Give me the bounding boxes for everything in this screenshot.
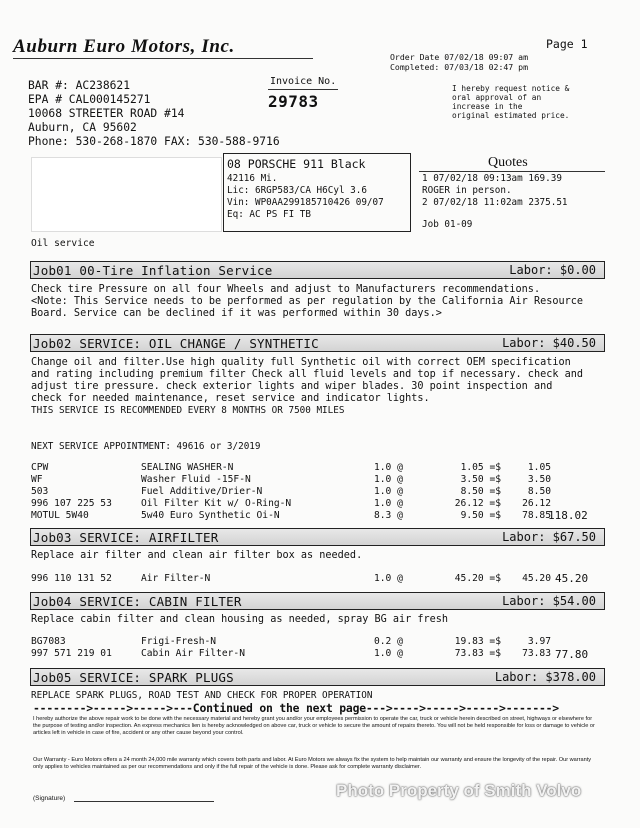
job-parts-total: 118.02 (548, 509, 588, 522)
part-desc: Oil Filter Kit w/ O-Ring-N (141, 498, 292, 509)
part-qty: 1.0 @ (374, 486, 403, 497)
signature-line (74, 801, 214, 802)
epa-number: EPA # CAL000145271 (28, 93, 151, 106)
notice-line: original estimated price. (452, 111, 570, 120)
part-price: 1.05 =$ (460, 462, 501, 473)
job-description: Replace cabin filter and clean housing as needed, spray BG air fresh (31, 614, 449, 625)
page-number: Page 1 (546, 37, 588, 51)
job-title: Job03 SERVICE: AIRFILTER (33, 530, 219, 545)
part-price: 45.20 =$ (454, 573, 501, 584)
quote-job: Job 01-09 (422, 219, 473, 230)
part-number: WF (31, 474, 43, 485)
job-header (30, 668, 605, 686)
job-description: REPLACE SPARK PLUGS, ROAD TEST AND CHECK FOR PROPER OPERATION (31, 690, 373, 701)
part-price: 26.12 =$ (454, 498, 501, 509)
part-number: 996 107 225 53 (31, 498, 112, 509)
part-ext: 1.05 (527, 462, 551, 473)
vehicle-miles: 42116 Mi. (227, 173, 278, 184)
vehicle-license: Lic: 6RGP583/CA H6Cyl 3.6 (227, 185, 367, 196)
part-desc: 5w40 Euro Synthetic Oi-N (141, 510, 280, 521)
warranty-text: Our Warranty - Euro Motors offers a 24 month 24,000 mile warranty which covers both parts and labor. At Euro Motors we always fix the system to help maintain our warranty and ensure the longevity of the repair. Our warranty only applies to vehicles maintained as per our recommendations and only if the full repair of the vehicle is done. Please ask for complete warranty disclaimer. (33, 757, 592, 770)
quote-line: 2 07/02/18 11:02am 2375.51 (422, 197, 568, 208)
job-header (30, 334, 605, 352)
part-desc: Frigi-Fresh-N (141, 636, 217, 647)
job-labor: Labor: $54.00 (502, 594, 596, 608)
job-description: Replace air filter and clean air filter box as needed. (31, 550, 363, 561)
quotes-underline (419, 171, 605, 172)
job-title: Job05 SERVICE: SPARK PLUGS (33, 670, 234, 685)
authorization-text: I hereby authorize the above repair work to be done with the necessary material and hereby grant you and/or your employees permission to operate the car, truck or vehicle herein described on street, highways or elsewhere for the purpose of testing and/or inspection. An express mechanics lien is hereby acknowledged on above car, truck or vehicle to secure the amount of repairs thereto. You will not be held responsible for loss or damage to vehicle or articles left in vehicle in case of fire, accident or any other cause beyond your control. (33, 716, 595, 736)
job-parts-total: 45.20 (555, 572, 589, 585)
signature-label: (Signature) (33, 795, 66, 802)
invoice-number: 29783 (268, 92, 319, 111)
part-number: MOTUL 5W40 (31, 510, 89, 521)
part-price: 9.50 =$ (460, 510, 501, 521)
completed-date: Completed: 07/03/18 02:47 pm (390, 62, 529, 72)
part-desc: Washer Fluid -15F-N (141, 474, 251, 485)
job-description: check for needed maintenance, reset service and indicator lights. (31, 393, 430, 404)
part-ext: 26.12 (522, 498, 551, 509)
job-description: and rating including premium filter Check all fluid levels and top if necessary. check and (31, 369, 584, 380)
job-description: <Note: This Service needs to be performed as per regulation by the California Air Resource (31, 296, 584, 307)
job-description: Change oil and filter.Use high quality full Synthetic oil with correct OEM specification (31, 357, 571, 368)
job-parts-total: 77.80 (555, 648, 589, 661)
quote-line: ROGER in person. (422, 185, 512, 196)
job-header (30, 261, 605, 279)
phone-fax: Phone: 530-268-1870 FAX: 530-588-9716 (28, 135, 280, 148)
job-labor: Labor: $0.00 (509, 263, 596, 277)
part-price: 73.83 =$ (454, 648, 501, 659)
part-qty: 1.0 @ (374, 498, 403, 509)
part-qty: 1.0 @ (374, 573, 403, 584)
notice-line: oral approval of an (452, 93, 542, 102)
part-qty: 1.0 @ (374, 648, 403, 659)
part-desc: Cabin Air Filter-N (141, 648, 245, 659)
company-name: Auburn Euro Motors, Inc. (13, 36, 235, 57)
part-ext: 78.85 (522, 510, 551, 521)
job-labor: Labor: $378.00 (494, 670, 596, 684)
part-price: 19.83 =$ (454, 636, 501, 647)
part-price: 3.50 =$ (460, 474, 501, 485)
part-number: CPW (31, 462, 49, 473)
quotes-title: Quotes (488, 155, 528, 170)
job-description: THIS SERVICE IS RECOMMENDED EVERY 8 MONTHS OR 7500 MILES (31, 405, 345, 416)
vehicle-equipment: Eq: AC PS FI TB (227, 209, 311, 220)
part-number: 503 (31, 486, 49, 497)
part-ext: 8.50 (527, 486, 551, 497)
address-line-2: Auburn, CA 95602 (28, 121, 137, 134)
job-header (30, 528, 605, 546)
job-description: adjust tire pressure. check exterior lights and wiper blades. 30 point inspection and (31, 381, 553, 392)
part-ext: 45.20 (522, 573, 551, 584)
job-description: Check tire Pressure on all four Wheels and adjust to Manufacturers recommendations. (31, 284, 541, 295)
company-underline (13, 58, 313, 59)
invoice-label: Invoice No. (270, 76, 337, 87)
part-number: 996 110 131 52 (31, 573, 112, 584)
part-number: 997 571 219 01 (31, 648, 112, 659)
part-ext: 3.50 (527, 474, 551, 485)
customer-redacted (31, 157, 222, 232)
job-title: Job04 SERVICE: CABIN FILTER (33, 594, 242, 609)
vehicle-vin: Vin: WP0AA299185710426 09/07 (227, 197, 384, 208)
address-line-1: 10068 STREETER ROAD #14 (28, 107, 185, 120)
part-desc: Fuel Additive/Drier-N (141, 486, 263, 497)
job-labor: Labor: $67.50 (502, 530, 596, 544)
part-qty: 0.2 @ (374, 636, 403, 647)
order-date: Order Date 07/02/18 09:07 am (390, 52, 529, 62)
part-price: 8.50 =$ (460, 486, 501, 497)
notice-line: increase in the (452, 102, 523, 111)
next-service: NEXT SERVICE APPOINTMENT: 49616 or 3/2019 (31, 441, 261, 452)
watermark: Photo Property of Smith Volvo (336, 781, 582, 800)
job-description: Board. Service can be declined if it was performed within 30 days.> (31, 308, 442, 319)
invoice-label-underline (268, 89, 338, 90)
part-qty: 1.0 @ (374, 462, 403, 473)
part-ext: 73.83 (522, 648, 551, 659)
job-labor: Labor: $40.50 (502, 336, 596, 350)
part-qty: 8.3 @ (374, 510, 403, 521)
job-title: Job02 SERVICE: OIL CHANGE / SYNTHETIC (33, 336, 319, 351)
notice-line: I hereby request notice & (452, 84, 570, 93)
continued-next-page: -------->----->----->---Continued on the next page--->---->----->----->-------> (33, 701, 559, 715)
part-desc: SEALING WASHER-N (141, 462, 234, 473)
vehicle-title: 08 PORSCHE 911 Black (227, 157, 366, 171)
part-ext: 3.97 (527, 636, 551, 647)
job-header (30, 592, 605, 610)
job-title: Job01 00-Tire Inflation Service (33, 263, 273, 278)
part-desc: Air Filter-N (141, 573, 211, 584)
bar-number: BAR #: AC238621 (28, 79, 131, 92)
part-qty: 1.0 @ (374, 474, 403, 485)
part-number: BG7083 (31, 636, 66, 647)
concern: Oil service (31, 238, 95, 249)
quote-line: 1 07/02/18 09:13am 169.39 (422, 173, 562, 184)
